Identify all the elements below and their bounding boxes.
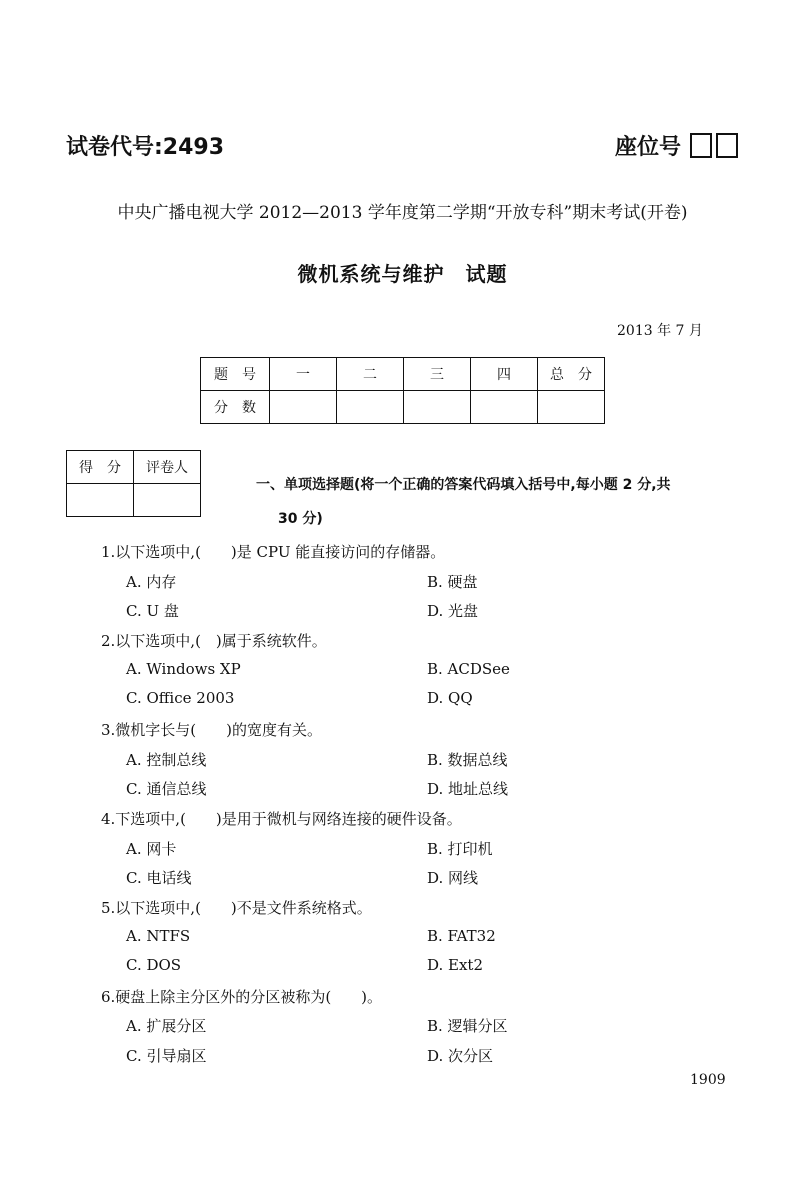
question-stem: 4.下选项中,( )是用于微机与网络连接的硬件设备。: [101, 810, 462, 828]
score-cell: [270, 391, 337, 424]
grader-header-reviewer: 评卷人: [134, 451, 201, 484]
seat-number-box-2: [716, 133, 738, 158]
question-option: D. 次分区: [427, 1047, 494, 1065]
exam-date: 2013 年 7 月: [617, 323, 703, 339]
score-table-header-row: [201, 358, 605, 391]
question-option: B. 逻辑分区: [427, 1017, 508, 1035]
question-option: A. 控制总线: [126, 751, 207, 769]
seat-number-box-1: [690, 133, 712, 158]
question-option: D. Ext2: [427, 956, 484, 974]
score-cell: [404, 391, 471, 424]
question-stem: 6.硬盘上除主分区外的分区被称为( )。: [101, 988, 383, 1006]
score-header-cell: 四: [471, 358, 538, 391]
score-header-cell: 一: [270, 358, 337, 391]
question-stem: 3.微机字长与( )的宽度有关。: [101, 721, 323, 739]
grader-score-cell: [67, 484, 134, 517]
question-stem: 2.以下选项中,( )属于系统软件。: [101, 632, 327, 650]
question-option: B. ACDSee: [427, 660, 510, 678]
score-header-cell: 题 号: [201, 358, 270, 391]
question-option: C. 通信总线: [126, 780, 207, 798]
grader-table: [66, 450, 201, 517]
question-option: C. DOS: [126, 956, 182, 974]
question-option: B. 打印机: [427, 840, 493, 858]
seat-number-label: 座位号: [615, 135, 682, 160]
score-cell: [337, 391, 404, 424]
page-number: 1909: [690, 1072, 726, 1088]
question-option: B. FAT32: [427, 927, 496, 945]
score-header-cell: 三: [404, 358, 471, 391]
exam-title: 微机系统与维护 试题: [297, 262, 508, 286]
question-stem: 1.以下选项中,( )是 CPU 能直接访问的存储器。: [101, 543, 446, 561]
question-stem: 5.以下选项中,( )不是文件系统格式。: [101, 899, 372, 917]
question-option: B. 硬盘: [427, 573, 478, 591]
grader-header-score: 得 分: [67, 451, 134, 484]
question-option: B. 数据总线: [427, 751, 508, 769]
grader-table-blank-row: [67, 484, 201, 517]
score-header-cell: 总 分: [538, 358, 605, 391]
score-cell: [471, 391, 538, 424]
score-row-label: 分 数: [201, 391, 270, 424]
grader-reviewer-cell: [134, 484, 201, 517]
question-option: A. 扩展分区: [126, 1017, 207, 1035]
question-option: A. 内存: [126, 573, 177, 591]
question-option: C. 电话线: [126, 869, 192, 887]
question-option: C. 引导扇区: [126, 1047, 207, 1065]
question-option: D. QQ: [427, 689, 473, 707]
question-option: D. 光盘: [427, 602, 479, 620]
question-option: A. 网卡: [126, 840, 177, 858]
question-option: C. Office 2003: [126, 689, 235, 707]
score-table: [200, 357, 605, 424]
score-header-cell: 二: [337, 358, 404, 391]
grader-table-header-row: [67, 451, 201, 484]
university-exam-line: 中央广播电视大学 2012—2013 学年度第二学期“开放专科”期末考试(开卷): [117, 203, 688, 223]
score-table-score-row: [201, 391, 605, 424]
question-option: C. U 盘: [126, 602, 179, 620]
question-option: D. 地址总线: [427, 780, 509, 798]
paper-code: 试卷代号:2493: [66, 135, 225, 160]
question-option: D. 网线: [427, 869, 479, 887]
section-title-continued: 30 分): [278, 511, 323, 527]
question-option: A. Windows XP: [126, 660, 241, 678]
question-option: A. NTFS: [126, 927, 191, 945]
score-cell: [538, 391, 605, 424]
section-title: 一、单项选择题(将一个正确的答案代码填入括号中,每小题 2 分,共: [256, 477, 671, 493]
